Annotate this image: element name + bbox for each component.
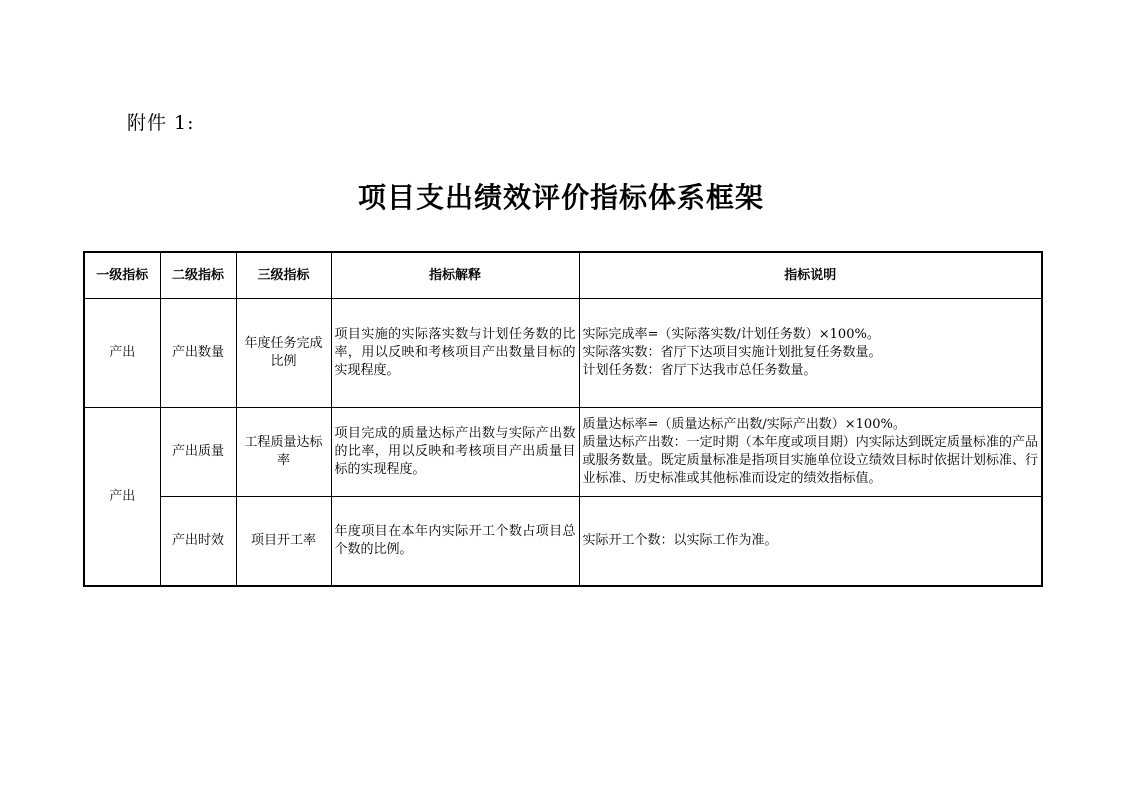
note-line: 实际完成率=（实际落实数/计划任务数）×100%。 <box>582 327 880 342</box>
cell-level2: 产出质量 <box>160 408 236 497</box>
note-line: 质量达标产出数：一定时期（本年度或项目期）内实际达到既定质量标准的产品或服务数量。既定质量标准是指项目实施单位设立绩效目标时依据计划标准、行业标准、历史标准或其他标准而设定的绩效指标值。 <box>582 435 1038 486</box>
cell-explanation: 年度项目在本年内实际开工个数占项目总个数的比例。 <box>331 497 579 587</box>
note-line: 实际开工个数：以实际工作为准。 <box>582 533 778 548</box>
header-level1: 一级指标 <box>84 252 160 299</box>
cell-level1: 产出 <box>84 299 160 408</box>
cell-explanation: 项目实施的实际落实数与计划任务数的比率，用以反映和考核项目产出数量目标的实现程度。 <box>331 299 579 408</box>
cell-level1: 产出 <box>84 408 160 587</box>
note-line: 计划任务数：省厅下达我市总任务数量。 <box>582 363 817 378</box>
cell-level2: 产出时效 <box>160 497 236 587</box>
table-row <box>84 408 1042 497</box>
cell-notes <box>579 299 1042 408</box>
table-row <box>84 497 1042 587</box>
cell-explanation: 项目完成的质量达标产出数与实际产出数的比率，用以反映和考核项目产出质量目标的实现程度。 <box>331 408 579 497</box>
header-level3: 三级指标 <box>236 252 331 299</box>
cell-level3: 项目开工率 <box>236 497 331 587</box>
note-line: 实际落实数：省厅下达项目实施计划批复任务数量。 <box>582 345 882 360</box>
cell-notes <box>579 497 1042 587</box>
header-explanation: 指标解释 <box>331 252 579 299</box>
cell-level2: 产出数量 <box>160 299 236 408</box>
cell-level3: 年度任务完成比例 <box>236 299 331 408</box>
table-header-row <box>84 252 1042 299</box>
header-level2: 二级指标 <box>160 252 236 299</box>
note-line: 质量达标率=（质量达标产出数/实际产出数）×100%。 <box>582 417 906 432</box>
page-title: 项目支出绩效评价指标体系框架 <box>357 181 764 214</box>
header-notes: 指标说明 <box>579 252 1042 299</box>
cell-notes <box>579 408 1042 497</box>
table-row <box>84 299 1042 408</box>
attachment-label: 附件 1: <box>127 112 195 134</box>
indicator-table <box>83 251 1043 587</box>
cell-level3: 工程质量达标率 <box>236 408 331 497</box>
